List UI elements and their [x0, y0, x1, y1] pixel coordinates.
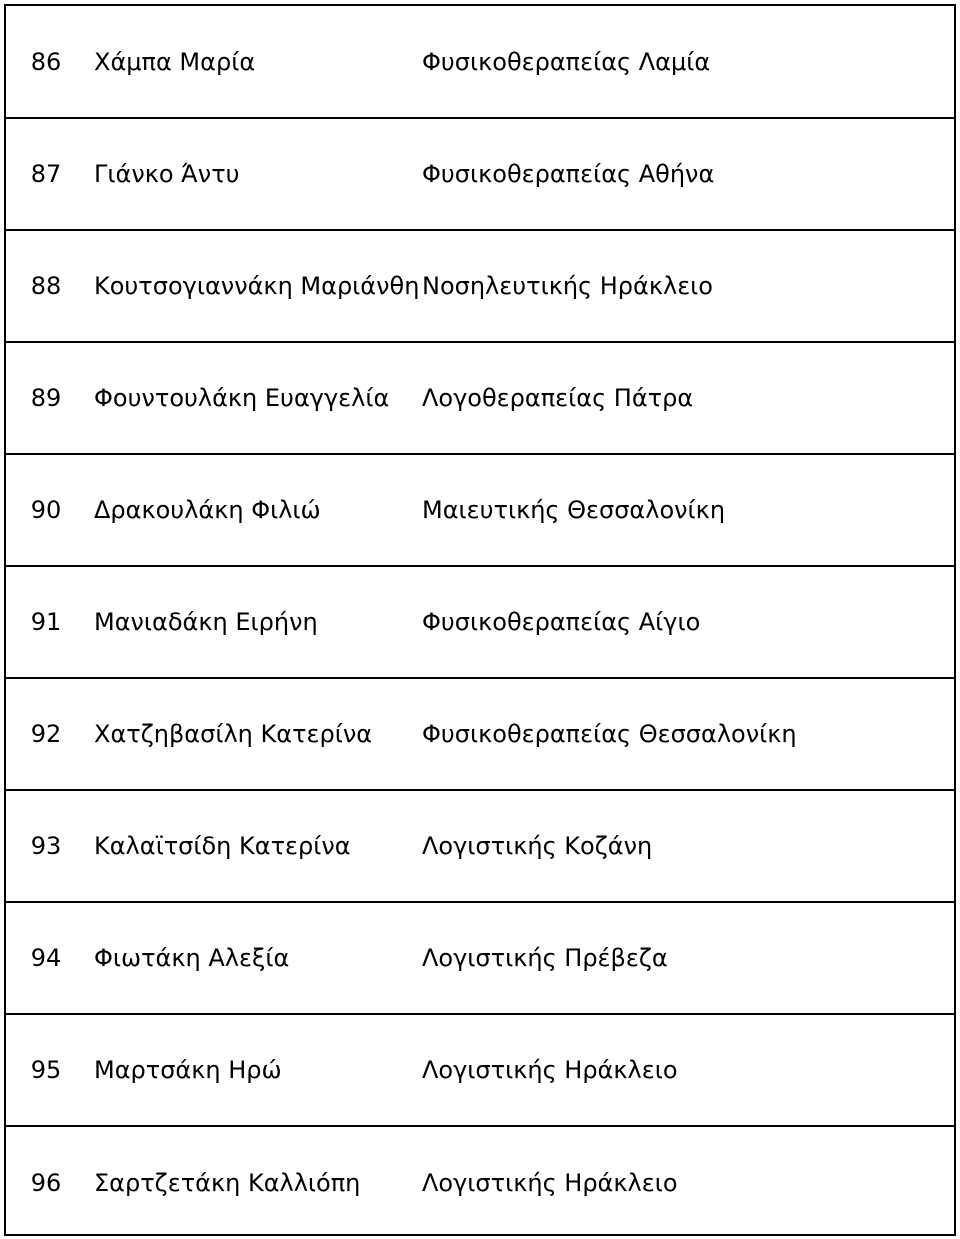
student-name: Σαρτζετάκη Καλλιόπη [94, 1126, 421, 1238]
results-table [4, 4, 956, 1236]
school-location: Φυσικοθεραπείας Αίγιο [421, 566, 954, 678]
student-name: Χάμπα Μαρία [94, 47, 256, 76]
student-name: Καλαϊτσίδη Κατερίνα [94, 790, 421, 902]
row-number: 87 [6, 118, 94, 230]
table-row [6, 454, 954, 566]
results-table-grid [6, 6, 954, 1238]
school-location: Φυσικοθεραπείας Αθήνα [421, 118, 954, 230]
school-location: Φυσικοθεραπείας Θεσσαλονίκη [421, 678, 954, 790]
table-row [6, 1126, 954, 1238]
table-row [6, 790, 954, 902]
student-name: Γιάνκο Άντυ [94, 118, 421, 230]
row-number: 90 [6, 454, 94, 566]
table-row [6, 902, 954, 1014]
table-row [6, 230, 954, 342]
row-number: 95 [6, 1014, 94, 1126]
student-name: Μαρτσάκη Ηρώ [94, 1014, 421, 1126]
student-name: Δρακουλάκη Φιλιώ [94, 454, 421, 566]
table-row [6, 678, 954, 790]
student-name: Φιωτάκη Αλεξία [94, 902, 421, 1014]
school-location: Φυσικοθεραπείας Λαμία [422, 47, 711, 76]
row-number: 92 [6, 678, 94, 790]
row-number: 93 [6, 790, 94, 902]
student-name: Χατζηβασίλη Κατερίνα [94, 678, 421, 790]
school-location: Λογιστικής Κοζάνη [421, 790, 954, 902]
school-location: Λογιστικής Ηράκλειο [421, 1126, 954, 1238]
row-number: 86 [30, 47, 62, 76]
school-location: Μαιευτικής Θεσσαλονίκη [421, 454, 954, 566]
student-name: Κουτσογιαννάκη Μαριάνθη [94, 230, 421, 342]
student-name: Φουντουλάκη Ευαγγελία [94, 342, 421, 454]
row-number: 91 [6, 566, 94, 678]
table-row [6, 566, 954, 678]
row-number: 96 [6, 1126, 94, 1238]
table-row [6, 6, 954, 118]
table-row [6, 1014, 954, 1126]
row-number: 88 [6, 230, 94, 342]
school-location: Λογιστικής Ηράκλειο [421, 1014, 954, 1126]
row-number: 89 [6, 342, 94, 454]
school-location: Νοσηλευτικής Ηράκλειο [421, 230, 954, 342]
school-location: Λογοθεραπείας Πάτρα [421, 342, 954, 454]
table-row [6, 118, 954, 230]
table-row [6, 342, 954, 454]
school-location: Λογιστικής Πρέβεζα [421, 902, 954, 1014]
student-name: Μανιαδάκη Ειρήνη [94, 566, 421, 678]
row-number: 94 [6, 902, 94, 1014]
